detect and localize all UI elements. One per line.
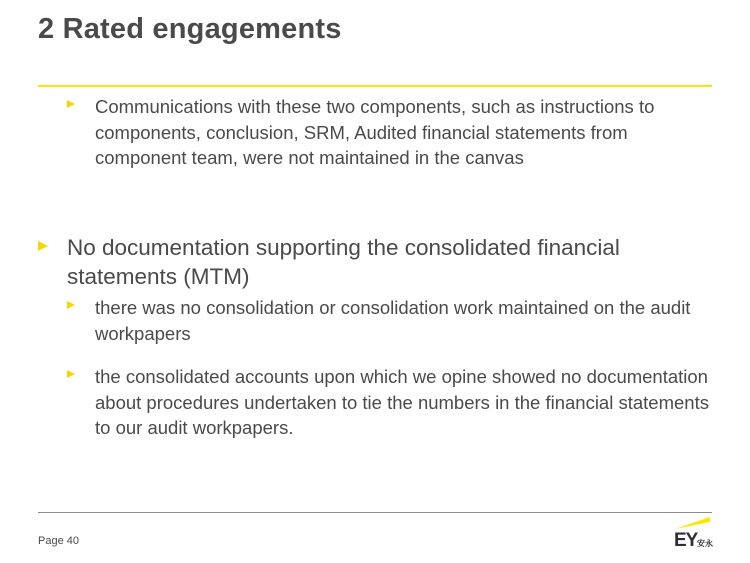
bullet-arrow-icon bbox=[67, 370, 75, 378]
bullet-text: there was no consolidation or consolidation work maintained on the audit workpapers bbox=[95, 297, 691, 344]
page-number: Page 40 bbox=[38, 535, 79, 547]
bullet-text: No documentation supporting the consolidated financial statements (MTM) bbox=[67, 235, 620, 289]
footer-divider bbox=[38, 512, 712, 513]
bullet-no-documentation bbox=[38, 233, 712, 291]
bullet-no-consolidation bbox=[67, 295, 712, 346]
logo-text: EY bbox=[674, 530, 698, 551]
bullet-text: Communications with these two components, such as instructions to components, conclusion, SRM, Audited financial statements from component team, were not maintained in the canvas bbox=[95, 96, 655, 168]
bullet-arrow-icon bbox=[67, 100, 75, 108]
title-underline bbox=[38, 85, 712, 87]
bullet-communications bbox=[67, 94, 712, 171]
slide-title: 2 Rated engagements bbox=[38, 13, 342, 45]
bullet-arrow-icon bbox=[67, 301, 75, 309]
ey-logo bbox=[674, 516, 722, 552]
bullet-arrow-icon bbox=[38, 241, 48, 251]
logo-subtext: 安永 bbox=[697, 539, 713, 548]
bullet-consolidated-accounts bbox=[67, 364, 712, 441]
bullet-text: the consolidated accounts upon which we opine showed no documentation about procedures undertaken to tie the numbers in the financial statements to our audit workpapers. bbox=[95, 366, 709, 438]
